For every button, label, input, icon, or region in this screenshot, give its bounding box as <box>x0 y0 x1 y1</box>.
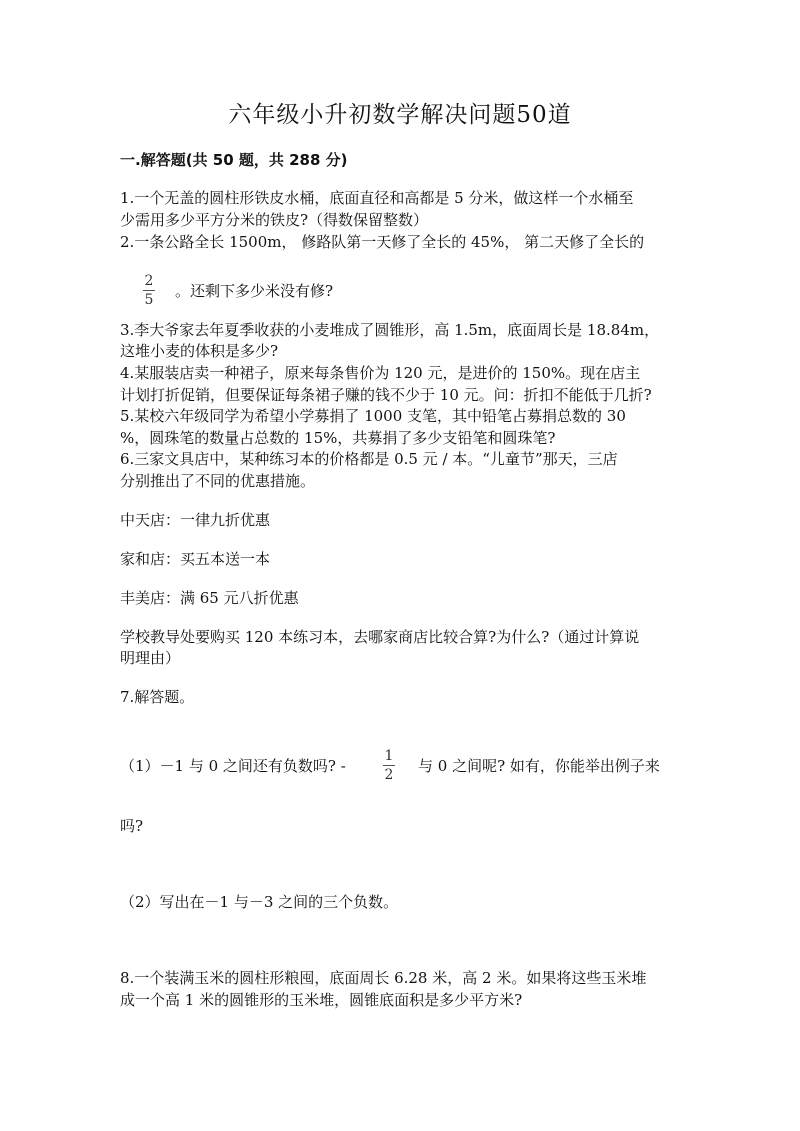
fraction-bar <box>383 765 395 766</box>
q6-ask-line1: 学校教导处要购买 120 本练习本，去哪家商店比较合算?为什么?（通过计算说 <box>120 628 640 646</box>
q2-fraction-numerator: 2 <box>144 273 154 289</box>
page-title: 六年级小升初数学解决问题50道 <box>228 102 572 128</box>
q2-fraction <box>143 273 155 308</box>
q8-line1: 8.一个装满玉米的圆柱形粮囤，底面周长 6.28 米，高 2 米。如果将这些玉米堆 <box>120 969 647 987</box>
q3-line1: 3.李大爷家去年夏季收获的小麦堆成了圆锥形，高 1.5m，底面周长是 18.84m， <box>120 321 660 339</box>
q4-line1: 4.某服装店卖一种裙子，原来每条售价为 120 元，是进价的 150%。现在店主 <box>120 364 641 382</box>
q7-fraction-numerator: 1 <box>384 748 394 764</box>
q4-line2: 计划打折促销，但要保证每条裙子赚的钱不少于 10 元。问：折扣不能低于几折? <box>120 386 652 404</box>
q7-fraction <box>383 748 395 783</box>
q6-line2: 分别推出了不同的优惠措施。 <box>120 472 316 490</box>
q7-part1-after: 与 0 之间呢? 如有，你能举出例子来 <box>418 757 660 775</box>
q6-store-zhongtian: 中天店：一律九折优惠 <box>120 511 271 529</box>
q5-line2: %，圆珠笔的数量占总数的 15%，共募捐了多少支铅笔和圆珠笔? <box>120 429 556 447</box>
q1-line2: 少需用多少平方分米的铁皮?（得数保留整数） <box>120 211 429 229</box>
q6-ask-line2: 明理由） <box>120 649 181 667</box>
section-heading: 一.解答题(共 50 题，共 288 分) <box>120 151 348 169</box>
q7-fraction-denominator: 2 <box>384 767 394 783</box>
q7-part2: （2）写出在－1 与－3 之间的三个负数。 <box>120 893 399 911</box>
q7-title: 7.解答题。 <box>120 688 195 706</box>
q1-line1: 1.一个无盖的圆柱形铁皮水桶，底面直径和高都是 5 分米，做这样一个水桶至 <box>120 189 634 207</box>
q6-store-fengmei: 丰美店：满 65 元八折优惠 <box>120 589 299 607</box>
q5-line1: 5.某校六年级同学为希望小学募捐了 1000 支笔，其中铅笔占募捐总数的 30 <box>120 407 626 425</box>
q7-part1-before: （1）－1 与 0 之间还有负数吗? - <box>120 757 346 775</box>
fraction-bar <box>143 290 155 291</box>
q2-line2: 。还剩下多少米没有修? <box>175 282 334 300</box>
q6-line1: 6.三家文具店中，某种练习本的价格都是 0.5 元 / 本。“儿童节”那天，三店 <box>120 450 618 468</box>
q2-line1: 2.一条公路全长 1500m， 修路队第一天修了全长的 45%， 第二天修了全长的 <box>120 233 645 251</box>
q2-fraction-denominator: 5 <box>144 292 154 308</box>
q7-part1-end: 吗? <box>120 817 144 835</box>
q8-line2: 成一个高 1 米的圆锥形的玉米堆，圆锥底面积是多少平方米? <box>120 991 523 1009</box>
q3-line2: 这堆小麦的体积是多少? <box>120 342 279 360</box>
q6-store-jiahe: 家和店：买五本送一本 <box>120 550 271 568</box>
